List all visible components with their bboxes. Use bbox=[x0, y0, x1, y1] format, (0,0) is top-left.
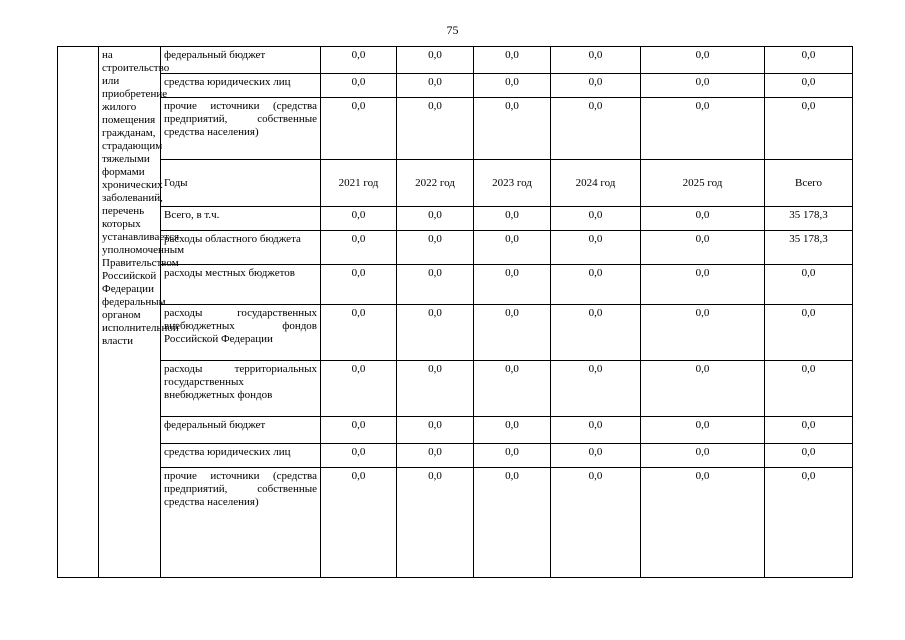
value-total-cell: 0,0 bbox=[765, 265, 853, 305]
table-body bbox=[58, 47, 853, 578]
value-cell: 0,0 bbox=[397, 417, 474, 444]
page-number: 75 bbox=[446, 23, 459, 37]
value-cell: 0,0 bbox=[474, 417, 551, 444]
value-cell: 0,0 bbox=[397, 265, 474, 305]
value-cell: 0,0 bbox=[551, 265, 641, 305]
year-header-cell: 2024 год bbox=[551, 160, 641, 207]
funding-source-label: средства юридических лиц bbox=[161, 74, 321, 98]
value-cell: 0,0 bbox=[397, 207, 474, 231]
year-header-cell: 2021 год bbox=[321, 160, 397, 207]
value-cell: 0,0 bbox=[551, 47, 641, 74]
table-row bbox=[58, 207, 853, 231]
value-cell: 0,0 bbox=[474, 231, 551, 265]
funding-source-label: федеральный бюджет bbox=[161, 47, 321, 74]
table-row bbox=[58, 98, 853, 160]
value-cell: 0,0 bbox=[321, 47, 397, 74]
value-cell: 0,0 bbox=[641, 361, 765, 417]
value-cell: 0,0 bbox=[397, 305, 474, 361]
value-cell: 0,0 bbox=[551, 98, 641, 160]
value-cell: 0,0 bbox=[474, 361, 551, 417]
value-cell: 0,0 bbox=[321, 74, 397, 98]
funding-source-label: расходы областного бюджета bbox=[161, 231, 321, 265]
value-total-cell: 0,0 bbox=[765, 468, 853, 578]
value-total-cell: 35 178,3 bbox=[765, 231, 853, 265]
total-header-cell: Всего bbox=[765, 160, 853, 207]
table-row bbox=[58, 265, 853, 305]
value-cell: 0,0 bbox=[474, 98, 551, 160]
value-total-cell: 0,0 bbox=[765, 444, 853, 468]
funding-source-label: расходы территориальных государственных внебюджетных фондов bbox=[161, 361, 321, 417]
value-cell: 0,0 bbox=[474, 207, 551, 231]
value-cell: 0,0 bbox=[641, 98, 765, 160]
value-total-cell: 35 178,3 bbox=[765, 207, 853, 231]
value-cell: 0,0 bbox=[321, 417, 397, 444]
value-cell: 0,0 bbox=[474, 74, 551, 98]
value-total-cell: 0,0 bbox=[765, 417, 853, 444]
table-row bbox=[58, 305, 853, 361]
value-cell: 0,0 bbox=[641, 417, 765, 444]
value-cell: 0,0 bbox=[474, 305, 551, 361]
value-cell: 0,0 bbox=[397, 98, 474, 160]
value-cell: 0,0 bbox=[397, 361, 474, 417]
value-total-cell: 0,0 bbox=[765, 74, 853, 98]
funding-source-label: прочие источники (средства предприятий, собственные средства населения) bbox=[161, 468, 321, 578]
value-cell: 0,0 bbox=[641, 47, 765, 74]
value-cell: 0,0 bbox=[641, 207, 765, 231]
value-cell: 0,0 bbox=[321, 305, 397, 361]
value-cell: 0,0 bbox=[321, 98, 397, 160]
value-cell: 0,0 bbox=[474, 444, 551, 468]
value-cell: 0,0 bbox=[551, 74, 641, 98]
value-total-cell: 0,0 bbox=[765, 305, 853, 361]
value-cell: 0,0 bbox=[321, 231, 397, 265]
year-header-cell: 2022 год bbox=[397, 160, 474, 207]
value-cell: 0,0 bbox=[397, 444, 474, 468]
funding-source-label: прочие источники (средства предприятий, собственные средства населения) bbox=[161, 98, 321, 160]
value-cell: 0,0 bbox=[397, 47, 474, 74]
financing-table bbox=[57, 46, 853, 578]
funding-source-label: Всего, в т.ч. bbox=[161, 207, 321, 231]
value-cell: 0,0 bbox=[321, 207, 397, 231]
years-header-label: Годы bbox=[161, 160, 321, 207]
table-row bbox=[58, 444, 853, 468]
value-cell: 0,0 bbox=[641, 265, 765, 305]
year-header-cell: 2023 год bbox=[474, 160, 551, 207]
value-cell: 0,0 bbox=[551, 361, 641, 417]
table-row bbox=[58, 74, 853, 98]
table-row bbox=[58, 47, 853, 74]
value-cell: 0,0 bbox=[551, 305, 641, 361]
value-cell: 0,0 bbox=[551, 207, 641, 231]
funding-source-label: федеральный бюджет bbox=[161, 417, 321, 444]
table-row bbox=[58, 417, 853, 444]
value-cell: 0,0 bbox=[641, 468, 765, 578]
value-cell: 0,0 bbox=[397, 231, 474, 265]
value-cell: 0,0 bbox=[321, 468, 397, 578]
value-cell: 0,0 bbox=[321, 361, 397, 417]
value-cell: 0,0 bbox=[551, 417, 641, 444]
value-cell: 0,0 bbox=[321, 444, 397, 468]
value-cell: 0,0 bbox=[474, 468, 551, 578]
value-total-cell: 0,0 bbox=[765, 361, 853, 417]
funding-source-label: средства юридических лиц bbox=[161, 444, 321, 468]
years-header-row bbox=[58, 160, 853, 207]
value-cell: 0,0 bbox=[321, 265, 397, 305]
value-cell: 0,0 bbox=[551, 468, 641, 578]
table-row bbox=[58, 468, 853, 578]
year-header-cell: 2025 год bbox=[641, 160, 765, 207]
value-cell: 0,0 bbox=[397, 74, 474, 98]
value-cell: 0,0 bbox=[551, 231, 641, 265]
value-cell: 0,0 bbox=[641, 74, 765, 98]
value-total-cell: 0,0 bbox=[765, 47, 853, 74]
value-cell: 0,0 bbox=[474, 47, 551, 74]
funding-source-label: расходы местных бюджетов bbox=[161, 265, 321, 305]
value-total-cell: 0,0 bbox=[765, 98, 853, 160]
value-cell: 0,0 bbox=[551, 444, 641, 468]
measure-description: на строительство или приобретение жилого помещения гражданам, страдающим тяжелыми формами хронических заболеваний, перечень которых устанавливается уполномоченным Правительством Российской Федерации федеральным органом исполнительной власти bbox=[99, 47, 161, 578]
value-cell: 0,0 bbox=[641, 305, 765, 361]
table-row bbox=[58, 361, 853, 417]
empty-column-cell bbox=[58, 47, 99, 578]
funding-source-label: расходы государственных внебюджетных фондов Российской Федерации bbox=[161, 305, 321, 361]
value-cell: 0,0 bbox=[474, 265, 551, 305]
value-cell: 0,0 bbox=[641, 231, 765, 265]
value-cell: 0,0 bbox=[397, 468, 474, 578]
value-cell: 0,0 bbox=[641, 444, 765, 468]
